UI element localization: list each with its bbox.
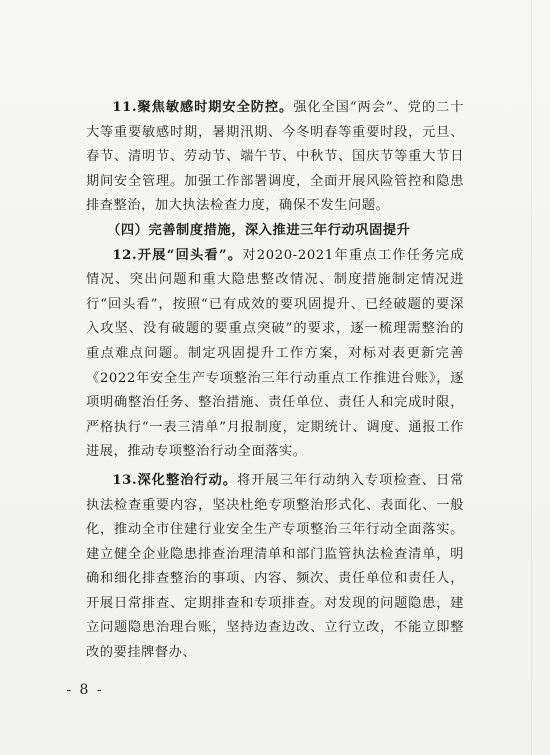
paragraph-13 <box>86 469 464 666</box>
paragraph-12 <box>86 244 464 465</box>
page-number: - 8 - <box>66 682 104 698</box>
page-edge-shadow <box>531 0 532 755</box>
paragraph-13-heading: 13.深化整治行动。 <box>112 472 238 488</box>
paragraph-11-text: 强化全国“两会”、党的二十大等重要敏感时期，暑期汛期、今冬明春等重要时段，元旦、春节、清明节、劳动节、端午节、中秋节、国庆节等重大节日期间安全管理。加强工作部署调度，全面开展风险管控和隐患排查整治，加大执法检查力度，确保不发生问题。 <box>86 100 464 214</box>
section-heading-4: （四）完善制度措施，深入推进三年行动巩固提升 <box>107 222 411 238</box>
paragraph-11-heading: 11.聚焦敏感时期安全防控。 <box>112 100 294 115</box>
paragraph-12-heading: 12.开展“回头看”。 <box>112 247 243 263</box>
document-body <box>86 96 464 666</box>
paragraph-13-text: 将开展三年行动纳入专项检查、日常执法检查重要内容，坚决杜绝专项整治形式化、表面化、一般化，推动全市住建行业安全生产专项整治三年行动全面落实。建立健全企业隐患排查治理清单和部门监管执法检查清单，明确和细化排查整治的事项、内容、频次、责任单位和责任人，开展日常排查、定期排查和专项排查。对发现的问题隐患，建立问题隐患治理台账，坚持边查边改、立行立改，不能立即整改的要挂牌督办、 <box>86 472 464 661</box>
paragraph-11 <box>86 96 464 219</box>
paragraph-12-text: 对2020-2021年重点工作任务完成情况、突出问题和重大隐患整改情况、制度措施制定情况进行“回头看”，按照“已有成效的要巩固提升、已经破题的要深入攻坚、没有破题的要重点突破”的要求，逐一梳理需整治的重点难点问题。制定巩固提升工作方案，对标对表更新完善《2022年安全生产专项整治三年行动重点工作推进台账》，逐项明确整治任务、整治措施、责任单位、责任人和完成时限，严格执行“一表三清单”月报制度，定期统计、调度、通报工作进展，推动专项整治行动全面落实。 <box>86 247 464 460</box>
